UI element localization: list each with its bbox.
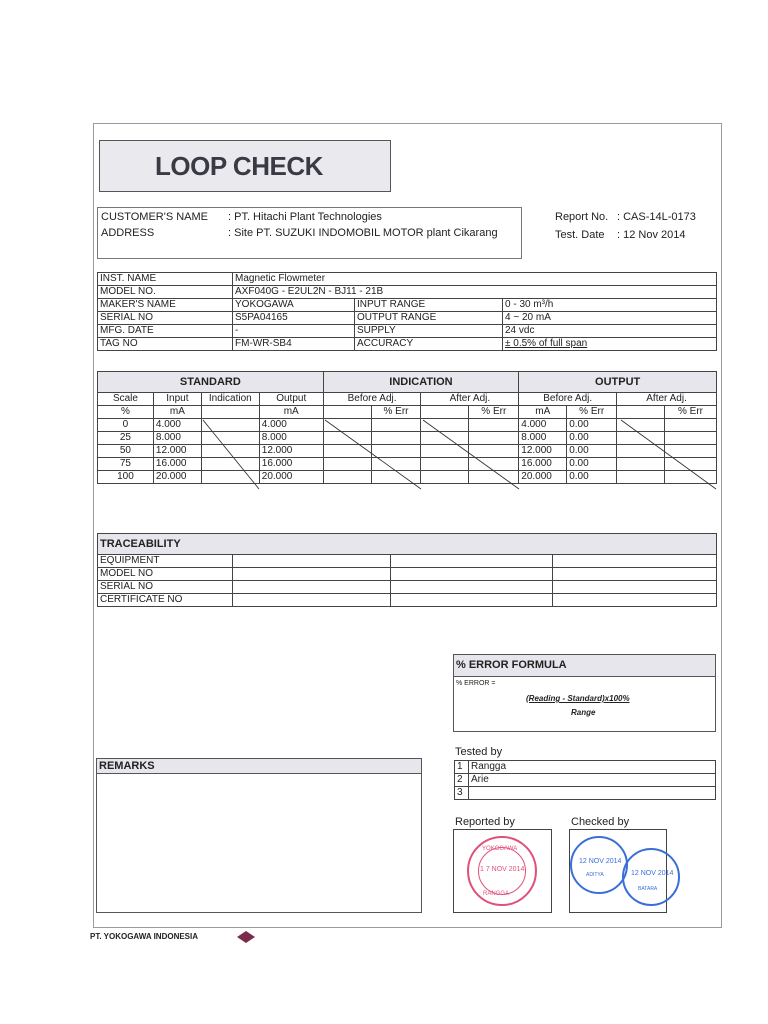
inst-label: SERIAL NO [98,312,233,325]
error-formula-header [454,655,715,677]
trace-cell [553,555,717,568]
cell-scale: 25 [98,432,154,445]
inst-value: 24 vdc [503,325,717,338]
cell-scale: 100 [98,471,154,484]
error-numerator: (Reading - Standard)x100% [526,694,630,703]
cell-out-err: 0.00 [567,458,617,471]
cell-output: 16.000 [259,458,323,471]
col-input: Input [153,393,201,406]
trace-cell [553,568,717,581]
col-out-after-adj: After Adj. [617,393,717,406]
inst-value: Magnetic Flowmeter [233,273,717,286]
col-out-before-adj: Before Adj. [519,393,617,406]
customer-name-value: : PT. Hitachi Plant Technologies [228,211,382,223]
reporter-stamp-date: 1 7 NOV 2014 [480,866,525,873]
tester-name: Rangga [469,761,716,774]
trace-cell [553,581,717,594]
error-label: % ERROR = [456,680,496,687]
error-denominator: Range [571,708,596,717]
inst-label: OUTPUT RANGE [355,312,503,325]
remarks-header [97,759,421,774]
company-logo-icon [236,930,256,944]
inst-label: TAG NO [98,338,233,351]
inst-label: MAKER'S NAME [98,299,233,312]
trace-cell [391,568,553,581]
unit-out-ma: mA [519,406,567,419]
cell-input: 20.000 [153,471,201,484]
cell-scale: 0 [98,419,154,432]
test-date-value: : 12 Nov 2014 [617,229,686,241]
cell-out-err: 0.00 [567,432,617,445]
inst-value: FM-WR-SB4 [233,338,355,351]
checker-stamp-1-date: 12 NOV 2014 [579,858,622,865]
unit-out-err: % Err [567,406,617,419]
cell-input: 16.000 [153,458,201,471]
trace-cell [391,555,553,568]
inst-value: 0 - 30 m³/h [503,299,717,312]
col-after-adj: After Adj. [421,393,519,406]
reporter-stamp-top: YOKOGAWA [482,846,518,852]
customer-name-label: CUSTOMER'S NAME [101,211,209,223]
group-indication: INDICATION [323,372,519,393]
cell-out-ma: 16.000 [519,458,567,471]
checker-stamp-1 [570,836,628,894]
footer-company: PT. YOKOGAWA INDONESIA [90,932,199,941]
tested-by-label: Tested by [455,746,503,758]
inst-value: AXF040G - E2UL2N - BJ11 - 21B [233,286,717,299]
trace-cell [233,568,391,581]
trace-label: EQUIPMENT [98,555,233,568]
reporter-stamp [467,836,537,906]
cell-scale: 50 [98,445,154,458]
inst-label: MODEL NO. [98,286,233,299]
strike-out-after-adj [621,420,716,489]
tester-no: 3 [455,787,469,800]
checked-by-signature-box [569,829,674,913]
test-date-label: Test. Date [555,229,605,241]
inst-value: - [233,325,355,338]
trace-cell [391,594,553,607]
cell-output: 8.000 [259,432,323,445]
document-title: LOOP CHECK [155,151,323,181]
cell-output: 12.000 [259,445,323,458]
trace-cell [233,594,391,607]
report-no-value: : CAS-14L-0173 [617,211,696,223]
trace-label: CERTIFICATE NO [98,594,233,607]
report-no-label: Report No. [555,211,609,223]
remarks-title: REMARKS [99,760,155,772]
cell-out-err: 0.00 [567,471,617,484]
unit-scale: % [98,406,154,419]
tester-no: 2 [455,774,469,787]
cell-out-ma: 8.000 [519,432,567,445]
inst-label: INST. NAME [98,273,233,286]
unit-out-after-err: % Err [664,406,716,419]
trace-cell [233,555,391,568]
traceability-title: TRACEABILITY [98,534,717,555]
error-formula-box [453,654,716,732]
reported-by-signature-box [453,829,552,913]
unit-before-err: % Err [371,406,421,419]
traceability-table [97,533,717,607]
address-value: : Site PT. SUZUKI INDOMOBIL MOTOR plant Cikarang [228,227,498,239]
trace-label: MODEL NO [98,568,233,581]
address-label: ADDRESS [101,227,155,239]
cell-scale: 75 [98,458,154,471]
reporter-stamp-bottom: RANGGA [483,891,510,897]
tester-name [469,787,716,800]
inst-label: INPUT RANGE [355,299,503,312]
trace-cell [553,594,717,607]
cell-out-err: 0.00 [567,419,617,432]
strike-indication [203,420,259,489]
col-indication: Indication [201,393,259,406]
inst-value: S5PA04165 [233,312,355,325]
group-output: OUTPUT [519,372,717,393]
cell-out-err: 0.00 [567,445,617,458]
tester-no: 1 [455,761,469,774]
unit-output: mA [259,406,323,419]
reported-by-label: Reported by [455,816,515,828]
tester-name: Arie [469,774,716,787]
cell-out-ma: 20.000 [519,471,567,484]
trace-cell [391,581,553,594]
remarks-box [96,758,422,913]
cell-out-ma: 12.000 [519,445,567,458]
tested-by-table [454,760,716,800]
col-before-adj: Before Adj. [323,393,421,406]
strike-before-adj [325,420,421,489]
checker-stamp-2-name: BATARA [638,886,658,892]
cell-input: 12.000 [153,445,201,458]
col-output: Output [259,393,323,406]
cell-out-ma: 4.000 [519,419,567,432]
cell-input: 8.000 [153,432,201,445]
unit-after-err: % Err [469,406,519,419]
checked-by-label: Checked by [571,816,630,828]
cell-output: 20.000 [259,471,323,484]
checker-stamp-2 [622,848,680,906]
inst-value: YOKOGAWA [233,299,355,312]
strike-after-adj [423,420,519,489]
checker-stamp-1-name: ADITYA [586,872,604,878]
group-standard: STANDARD [98,372,324,393]
inst-value: ± 0.5% of full span [503,338,717,351]
error-formula-title: % ERROR FORMULA [456,659,567,671]
inst-value: 4 ~ 20 mA [503,312,717,325]
inst-label: ACCURACY [355,338,503,351]
cell-output: 4.000 [259,419,323,432]
cell-input: 4.000 [153,419,201,432]
col-scale: Scale [98,393,154,406]
inst-label: MFG. DATE [98,325,233,338]
trace-label: SERIAL NO [98,581,233,594]
checker-stamp-2-date: 12 NOV 2014 [631,870,674,877]
inst-label: SUPPLY [355,325,503,338]
unit-input: mA [153,406,201,419]
trace-cell [233,581,391,594]
